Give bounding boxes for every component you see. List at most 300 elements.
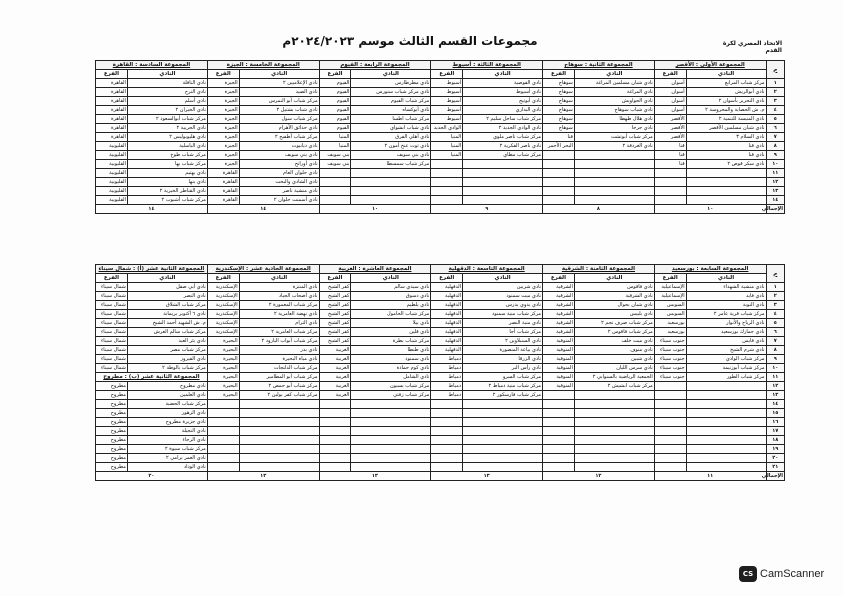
branch-cell bbox=[431, 454, 463, 463]
branch-cell: القليوبية bbox=[96, 169, 128, 178]
branch-cell: شمال سيناء bbox=[96, 328, 128, 337]
club-cell: نادي ديانيوت bbox=[239, 142, 319, 151]
club-cell bbox=[686, 382, 766, 391]
club-cell: مركز شباب أبوتشت bbox=[574, 133, 654, 142]
branch-cell: مطروح bbox=[96, 418, 128, 427]
club-cell bbox=[686, 445, 766, 454]
branch-cell: الشرقية bbox=[543, 292, 575, 301]
club-cell: نادي مطرطارس bbox=[351, 79, 431, 88]
branch-cell bbox=[207, 463, 239, 472]
club-cell bbox=[463, 454, 543, 463]
row-number: ٦ bbox=[766, 328, 784, 337]
club-cell: نادي بلطيم bbox=[351, 301, 431, 310]
club-cell bbox=[686, 178, 766, 187]
branch-cell bbox=[319, 196, 351, 205]
club-cell: نادي أصحاب الجياد bbox=[239, 292, 319, 301]
group-total: ١٠ bbox=[319, 205, 431, 214]
branch-cell: أسيوط bbox=[431, 79, 463, 88]
branch-cell: مطروح bbox=[96, 427, 128, 436]
branch-cell bbox=[319, 169, 351, 178]
branch-cell bbox=[654, 427, 686, 436]
club-cell: نادي حدائق الأهرام bbox=[239, 124, 319, 133]
branch-cell: مطروح bbox=[96, 463, 128, 472]
club-cell bbox=[351, 409, 431, 418]
club-cell bbox=[686, 454, 766, 463]
club-cell: نادي الخيران ٢ bbox=[127, 106, 207, 115]
table-row bbox=[96, 445, 785, 454]
branch-cell bbox=[207, 418, 239, 427]
branch-cell: شمال سيناء bbox=[96, 319, 128, 328]
club-cell: مركز شباب المعمورة ٢ bbox=[239, 301, 319, 310]
club-cell: نادي ٦ أكتوبر بريمانة bbox=[127, 310, 207, 319]
club-column-header: النادي bbox=[127, 274, 207, 283]
column-header-row bbox=[96, 70, 785, 79]
group-title: المجموعة التاسعة : الدقهلية bbox=[431, 265, 543, 274]
branch-cell bbox=[543, 187, 575, 196]
row-number: ٥ bbox=[766, 115, 784, 124]
branch-cell: الإسكندرية bbox=[207, 283, 239, 292]
branch-cell: البحر الأحمر bbox=[543, 142, 575, 151]
branch-cell bbox=[654, 436, 686, 445]
club-cell bbox=[686, 427, 766, 436]
club-cell: نادي القناطر الخيرية ٢ bbox=[127, 187, 207, 196]
branch-cell: أسوان bbox=[654, 106, 686, 115]
club-cell bbox=[351, 418, 431, 427]
branch-cell: الفيوم bbox=[319, 88, 351, 97]
branch-cell: أسوان bbox=[654, 88, 686, 97]
total-label: الإجمالي bbox=[761, 206, 783, 212]
branch-cell: شمال سيناء bbox=[96, 337, 128, 346]
club-cell bbox=[463, 436, 543, 445]
club-cell: نادي الشادي والبخت bbox=[239, 178, 319, 187]
branch-cell: سوهاج bbox=[543, 88, 575, 97]
branch-cell: دمياط bbox=[431, 364, 463, 373]
club-cell: مركز شباب أبو المطامير bbox=[239, 373, 319, 382]
branch-cell: بني سويف bbox=[319, 151, 351, 160]
group-header-row bbox=[96, 265, 785, 274]
branch-cell bbox=[543, 169, 575, 178]
branch-cell: الشرقية bbox=[543, 319, 575, 328]
branch-cell: المنوفية bbox=[543, 337, 575, 346]
row-number: ٨ bbox=[766, 346, 784, 355]
row-number: ١ bbox=[766, 79, 784, 88]
club-cell: مركز شباب أجا bbox=[463, 328, 543, 337]
club-cell: مركز شباب الطور bbox=[686, 373, 766, 382]
branch-cell: القاهرة bbox=[96, 106, 128, 115]
club-cell: نادي البداري bbox=[463, 106, 543, 115]
branch-cell: الإسكندرية bbox=[207, 301, 239, 310]
branch-cell: المنوفية bbox=[543, 364, 575, 373]
branch-cell bbox=[319, 454, 351, 463]
club-cell: مركز شباب أبوالسعود ٢ bbox=[127, 115, 207, 124]
club-cell: نادي بني سويف bbox=[239, 151, 319, 160]
branch-cell bbox=[543, 427, 575, 436]
branch-cell bbox=[654, 418, 686, 427]
club-cell bbox=[686, 409, 766, 418]
club-cell: نادي شربين bbox=[463, 283, 543, 292]
club-column-header: النادي bbox=[463, 70, 543, 79]
club-cell bbox=[686, 400, 766, 409]
club-cell bbox=[574, 178, 654, 187]
branch-cell bbox=[543, 454, 575, 463]
club-column-header: النادي bbox=[686, 274, 766, 283]
row-number: ١١ bbox=[766, 373, 784, 382]
branch-cell: جنوب سيناء bbox=[654, 373, 686, 382]
club-cell: مركز شباب أبو حمص ٢ bbox=[239, 382, 319, 391]
club-cell: مركز شباب مطاي bbox=[463, 151, 543, 160]
club-column-header: النادي bbox=[463, 274, 543, 283]
branch-cell: البحيرة bbox=[207, 382, 239, 391]
club-cell: نادي أبوالريش bbox=[686, 88, 766, 97]
club-cell: نادي ميت خلف bbox=[574, 337, 654, 346]
bottom-groups-table bbox=[95, 264, 785, 481]
branch-cell bbox=[431, 178, 463, 187]
row-number: ١١ bbox=[766, 169, 784, 178]
table-row bbox=[96, 463, 785, 472]
group-total: ١٤ bbox=[207, 205, 319, 214]
club-cell bbox=[351, 427, 431, 436]
row-number: ١٥ bbox=[766, 409, 784, 418]
club-cell: نادي ثوت عنخ أمون ٢ bbox=[351, 142, 431, 151]
club-cell: مركز شباب العامرية ٢ bbox=[239, 328, 319, 337]
branch-cell: مطروح bbox=[96, 436, 128, 445]
branch-cell: الإسماعيلية bbox=[654, 283, 686, 292]
branch-cell bbox=[319, 436, 351, 445]
branch-cell: القاهرة bbox=[96, 88, 128, 97]
row-number: ١٠ bbox=[766, 364, 784, 373]
branch-cell: سوهاج bbox=[543, 115, 575, 124]
branch-cell bbox=[431, 160, 463, 169]
branch-cell: كفر الشيخ bbox=[319, 328, 351, 337]
branch-cell: البحيرة bbox=[207, 391, 239, 400]
club-cell bbox=[463, 187, 543, 196]
club-cell: نادي حلوان العام bbox=[239, 169, 319, 178]
club-cell bbox=[351, 463, 431, 472]
row-number: ٦ bbox=[766, 124, 784, 133]
club-cell: مركز شباب ابشيش ٢ bbox=[574, 382, 654, 391]
table-row bbox=[96, 337, 785, 346]
branch-cell: الغربية bbox=[319, 355, 351, 364]
branch-cell: أسيوط bbox=[431, 106, 463, 115]
branch-cell: القاهرة bbox=[96, 97, 128, 106]
club-cell: نادي النافلة bbox=[127, 79, 207, 88]
branch-cell: أسيوط bbox=[431, 115, 463, 124]
branch-cell: مطروح bbox=[96, 391, 128, 400]
club-cell bbox=[463, 463, 543, 472]
branch-cell: الدقهلية bbox=[431, 283, 463, 292]
club-cell bbox=[574, 427, 654, 436]
row-number: ٢ bbox=[766, 88, 784, 97]
club-cell: نادي ميت سمنود bbox=[463, 292, 543, 301]
branch-cell: بورسعيد bbox=[654, 328, 686, 337]
table-row bbox=[96, 79, 785, 88]
club-cell: مركز شباب بسيون bbox=[351, 382, 431, 391]
branch-cell: القاهرة bbox=[207, 196, 239, 205]
club-cell: نادي الوداد bbox=[127, 463, 207, 472]
group-total: ٨ bbox=[543, 205, 655, 214]
branch-cell: سوهاج bbox=[543, 79, 575, 88]
club-cell bbox=[463, 427, 543, 436]
branch-cell: المنيا bbox=[319, 133, 351, 142]
club-cell: نادي بدوي بدرس bbox=[463, 301, 543, 310]
branch-cell bbox=[207, 454, 239, 463]
branch-cell bbox=[319, 445, 351, 454]
branch-cell: الدقهلية bbox=[431, 346, 463, 355]
branch-cell: دمياط bbox=[431, 382, 463, 391]
club-cell: نادي سكر قوص ٢ bbox=[686, 160, 766, 169]
club-cell bbox=[239, 409, 319, 418]
group-total: ٢٠ bbox=[96, 472, 208, 481]
branch-cell: جنوب سيناء bbox=[654, 355, 686, 364]
club-cell: نادي شبان مسلمين الأقصر bbox=[686, 124, 766, 133]
branch-cell bbox=[319, 409, 351, 418]
club-column-header: النادي bbox=[351, 274, 431, 283]
branch-cell: الأقصر bbox=[654, 124, 686, 133]
camscanner-logo-icon: CS bbox=[739, 566, 757, 582]
branch-cell: مطروح bbox=[96, 382, 128, 391]
club-column-header: النادي bbox=[574, 70, 654, 79]
club-cell: نادي بنها bbox=[127, 178, 207, 187]
branch-cell bbox=[543, 409, 575, 418]
branch-cell bbox=[543, 436, 575, 445]
club-cell: نادي العمر برامي ٢ bbox=[127, 454, 207, 463]
branch-cell bbox=[654, 445, 686, 454]
branch-cell: القليوبية bbox=[96, 196, 128, 205]
branch-cell: كفر الشيخ bbox=[319, 319, 351, 328]
row-number: ١٦ bbox=[766, 418, 784, 427]
totals-row bbox=[96, 472, 785, 481]
branch-cell: الجيزة bbox=[207, 124, 239, 133]
club-cell: مركز شباب مصر bbox=[127, 346, 207, 355]
club-cell: نادي الشامل bbox=[351, 373, 431, 382]
camscanner-watermark: CamScanner bbox=[760, 568, 825, 580]
club-cell: مركز شباب أطفيح ٢ bbox=[239, 133, 319, 142]
club-cell: مركز شباب سمسطا bbox=[351, 160, 431, 169]
branch-cell: الجيزة bbox=[207, 97, 239, 106]
table-row bbox=[96, 196, 785, 205]
club-cell bbox=[686, 436, 766, 445]
club-cell: نادي منوف bbox=[574, 346, 654, 355]
branch-cell: الشرقية bbox=[543, 301, 575, 310]
branch-cell: بني سويف bbox=[319, 160, 351, 169]
row-number: ٩ bbox=[766, 151, 784, 160]
branch-cell: المنيا bbox=[431, 142, 463, 151]
branch-cell: سوهاج bbox=[543, 97, 575, 106]
row-number: ٣ bbox=[766, 301, 784, 310]
club-cell: مركز شباب الوادي bbox=[686, 355, 766, 364]
club-cell: نادي النجيلة bbox=[127, 427, 207, 436]
branch-cell bbox=[319, 187, 351, 196]
club-cell: نادي أهلي الفرق bbox=[351, 133, 431, 142]
club-cell bbox=[686, 187, 766, 196]
branch-cell bbox=[431, 463, 463, 472]
club-cell: نادي هليوبوليس ٢ bbox=[127, 133, 207, 142]
club-cell bbox=[239, 454, 319, 463]
branch-cell bbox=[543, 151, 575, 160]
club-cell: نادي المراغة bbox=[574, 88, 654, 97]
branch-column-header: الفرع bbox=[431, 70, 463, 79]
row-number: ١٢ bbox=[766, 178, 784, 187]
branch-cell bbox=[654, 463, 686, 472]
branch-cell: المنوفية bbox=[543, 382, 575, 391]
table-row bbox=[96, 301, 785, 310]
row-number: ٩ bbox=[766, 355, 784, 364]
club-cell bbox=[463, 160, 543, 169]
branch-cell bbox=[207, 445, 239, 454]
branch-cell: الإسكندرية bbox=[207, 319, 239, 328]
club-cell bbox=[351, 178, 431, 187]
group-total: ١٣ bbox=[319, 472, 431, 481]
club-cell: مركز شباب ناصر ملوي bbox=[463, 133, 543, 142]
club-cell: نادي نهضة العامرية ٢ bbox=[239, 310, 319, 319]
table-row bbox=[96, 283, 785, 292]
branch-cell: مطروح bbox=[96, 400, 128, 409]
club-cell: نادي هلال طهطا bbox=[574, 115, 654, 124]
row-number: ٢٠ bbox=[766, 454, 784, 463]
club-cell bbox=[463, 196, 543, 205]
branch-cell: الجيزة bbox=[207, 142, 239, 151]
club-cell bbox=[351, 187, 431, 196]
branch-column-header: الفرع bbox=[654, 70, 686, 79]
club-cell bbox=[463, 445, 543, 454]
row-number: ١٩ bbox=[766, 445, 784, 454]
column-header-row bbox=[96, 274, 785, 283]
club-cell: نادي شرم الشيخ bbox=[686, 346, 766, 355]
group-title: المجموعة الثانية عشر (أ) : شمال سيناء bbox=[96, 265, 208, 274]
club-column-header: النادي bbox=[239, 70, 319, 79]
branch-column-header: الفرع bbox=[654, 274, 686, 283]
club-cell: نادي الشرقية bbox=[574, 292, 654, 301]
branch-cell bbox=[431, 196, 463, 205]
club-cell: نادي دسوق bbox=[351, 292, 431, 301]
branch-cell bbox=[654, 178, 686, 187]
branch-cell: المنيا bbox=[431, 151, 463, 160]
branch-cell bbox=[207, 436, 239, 445]
club-cell: مركز شباب منية دمياط ٢ bbox=[463, 382, 543, 391]
club-cell: نادي أسيوط bbox=[463, 88, 543, 97]
club-cell bbox=[463, 409, 543, 418]
branch-cell: القاهرة bbox=[96, 115, 128, 124]
group-total: ١٣ bbox=[207, 472, 319, 481]
branch-cell: الفيوم bbox=[319, 106, 351, 115]
branch-cell: القاهرة bbox=[207, 169, 239, 178]
club-cell: نادي أبوكساه bbox=[351, 106, 431, 115]
branch-column-header: الفرع bbox=[319, 274, 351, 283]
club-cell: نادي بلبيس bbox=[574, 310, 654, 319]
branch-cell: القليوبية bbox=[96, 142, 128, 151]
branch-cell bbox=[319, 418, 351, 427]
branch-cell bbox=[543, 463, 575, 472]
branch-cell: القاهرة bbox=[96, 133, 128, 142]
club-cell: نادي ناصر الفكرية ٢ bbox=[463, 142, 543, 151]
branch-cell: أسوان bbox=[654, 97, 686, 106]
club-cell: نادي المنتزة bbox=[239, 283, 319, 292]
group-total: ١٠ bbox=[654, 205, 766, 214]
club-cell: نادي النصر bbox=[127, 292, 207, 301]
table-row bbox=[96, 391, 785, 400]
club-cell: نادي منشية ناصر bbox=[239, 187, 319, 196]
club-cell bbox=[239, 427, 319, 436]
branch-cell: البحيرة bbox=[207, 373, 239, 382]
branch-cell: دمياط bbox=[431, 373, 463, 382]
branch-cell: الدقهلية bbox=[431, 292, 463, 301]
club-cell: مركز شباب بالوطة ٢ bbox=[127, 364, 207, 373]
branch-cell: الفيوم bbox=[319, 115, 351, 124]
club-cell bbox=[463, 418, 543, 427]
branch-cell: الجيزة bbox=[207, 133, 239, 142]
branch-cell: مطروح bbox=[96, 445, 128, 454]
branch-cell: مطروح bbox=[96, 409, 128, 418]
branch-cell: الجيزة bbox=[207, 106, 239, 115]
branch-cell bbox=[543, 391, 575, 400]
club-cell bbox=[351, 436, 431, 445]
club-cell: نادي الفيروز bbox=[127, 355, 207, 364]
club-cell: نادي فاقوس bbox=[574, 283, 654, 292]
branch-column-header: الفرع bbox=[543, 274, 575, 283]
club-cell bbox=[686, 391, 766, 400]
club-cell: الجمعية الرياضية بالسنوابي ٢ bbox=[574, 373, 654, 382]
branch-cell: القليوبية bbox=[96, 187, 128, 196]
table-row bbox=[96, 97, 785, 106]
branch-cell: سوهاج bbox=[543, 106, 575, 115]
branch-column-header: الفرع bbox=[96, 70, 128, 79]
table-row bbox=[96, 160, 785, 169]
club-cell bbox=[463, 169, 543, 178]
branch-column-header: الفرع bbox=[319, 70, 351, 79]
club-cell: مركز شباب زفتي bbox=[351, 391, 431, 400]
branch-cell: الإسكندرية bbox=[207, 292, 239, 301]
club-cell: نادي طنطا bbox=[351, 346, 431, 355]
group-total: ١٤ bbox=[96, 205, 208, 214]
group-title: المجموعة الحادية عشر : الإسكندرية bbox=[207, 265, 319, 274]
subgroup-title: المجموعة الثانية عشر (ب) : مطروح bbox=[96, 373, 208, 382]
club-cell bbox=[574, 160, 654, 169]
branch-cell bbox=[543, 400, 575, 409]
branch-cell: المنيا bbox=[319, 142, 351, 151]
branch-cell bbox=[654, 196, 686, 205]
group-title: المجموعة الثانية : سوهاج bbox=[543, 61, 655, 70]
branch-cell: كفر الشيخ bbox=[319, 310, 351, 319]
club-cell: نادي الصيد bbox=[239, 88, 319, 97]
club-column-header: النادي bbox=[574, 274, 654, 283]
branch-cell: أسوان bbox=[654, 79, 686, 88]
branch-cell bbox=[431, 418, 463, 427]
branch-cell bbox=[319, 400, 351, 409]
branch-cell bbox=[543, 178, 575, 187]
group-title: المجموعة الثامنة : الشرقية bbox=[543, 265, 655, 274]
club-cell: نادي السلام ٣ bbox=[686, 133, 766, 142]
branch-cell: البحيرة bbox=[207, 364, 239, 373]
branch-cell: القاهرة bbox=[96, 124, 128, 133]
branch-cell bbox=[431, 187, 463, 196]
branch-cell: شمال سيناء bbox=[96, 283, 128, 292]
table-row bbox=[96, 115, 785, 124]
club-cell: م. ش الشهيد أحمد الشيخ bbox=[127, 319, 207, 328]
row-number: ١٢ bbox=[766, 382, 784, 391]
club-cell: مركز شباب الفيوم bbox=[351, 97, 431, 106]
branch-cell: شمال سيناء bbox=[96, 301, 128, 310]
club-column-header: النادي bbox=[127, 70, 207, 79]
row-number: ٢ bbox=[766, 292, 784, 301]
branch-cell: الدقهلية bbox=[431, 319, 463, 328]
organization-name: الاتحاد المصري لكرة القدم bbox=[722, 40, 782, 54]
branch-cell bbox=[207, 427, 239, 436]
branch-cell: الغربية bbox=[319, 382, 351, 391]
club-cell: نادي مياه البحيرة bbox=[239, 355, 319, 364]
row-number: ١٨ bbox=[766, 436, 784, 445]
club-cell bbox=[463, 178, 543, 187]
branch-cell bbox=[431, 409, 463, 418]
